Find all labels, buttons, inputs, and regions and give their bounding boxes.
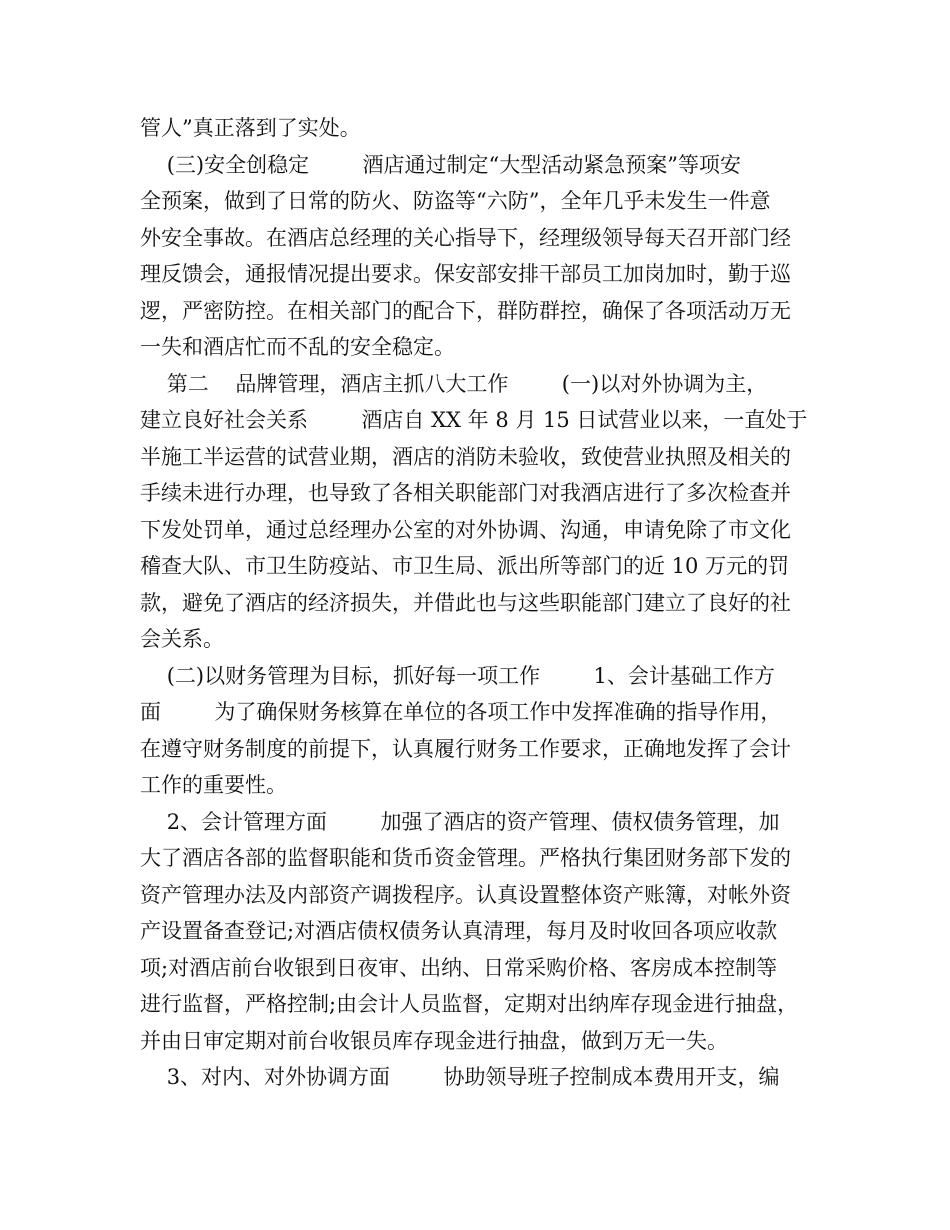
text-line: 2、会计管理方面 加强了酒店的资产管理、债权债务管理，加 [140,809,780,834]
text-line: 建立良好社会关系 酒店自 XX 年 8 月 15 日试营业以来，一直处于 [140,408,808,432]
text-line: 项;对酒店前台收银到日夜审、出纳、日常采购价格、客房成本控制等 [140,955,778,980]
text-line: 一失和酒店忙而不乱的安全稳定。 [140,335,455,359]
text-line: 理反馈会，通报情况提出要求。保安部安排干部员工加岗加时，勤于巡 [140,262,791,286]
text-line: 在遵守财务制度的前提下，认真履行财务工作要求，正确地发挥了会计 [140,736,791,761]
text-line: 第二 品牌管理，酒店主抓八大工作 (一)以对外协调为主， [140,371,768,396]
text-line: 外安全事故。在酒店总经理的关心指导下，经理级领导每天召开部门经 [140,225,791,250]
text-line: 逻，严密防控。在相关部门的配合下，群防群控，确保了各项活动万无 [140,298,791,323]
text-line: 下发处罚单，通过总经理办公室的对外协调、沟通，申请免除了市文化 [140,517,791,542]
text-line: 手续未进行办理，也导致了各相关职能部门对我酒店进行了多次检查并 [140,481,791,505]
text-line: 管人”真正落到了实处。 [140,116,361,140]
text-line: 全预案，做到了日常的防火、防盗等“六防”，全年几乎未发生一件意 [140,189,771,213]
text-line: 工作的重要性。 [140,773,287,797]
text-line: 半施工半运营的试营业期，酒店的消防未验收，致使营业执照及相关的 [140,444,791,469]
text-line: (二)以财务管理为目标，抓好每一项工作 1、会计基础工作方 [140,663,775,688]
text-line: (三)安全创稳定 酒店通过制定“大型活动紧急预案”等项安 [140,152,741,177]
document-body-text [140,110,820,1096]
text-line: 进行监督，严格控制;由会计人员监督，定期对出纳库存现金进行抽盘， [140,992,799,1016]
text-line: 大了酒店各部的监督职能和货币资金管理。严格执行集团财务部下发的 [140,846,791,870]
text-line: 款，避免了酒店的经济损失，并借此也与这些职能部门建立了良好的社 [140,590,791,615]
text-line: 资产管理办法及内部资产调拨程序。认真设置整体资产账簿，对帐外资 [140,882,791,907]
text-line: 面 为了确保财务核算在单位的各项工作中发挥准确的指导作用， [140,700,782,724]
text-line: 3、对内、对外协调方面 协助领导班子控制成本费用开支，编 [140,1065,780,1089]
text-line: 稽查大队、市卫生防疫站、市卫生局、派出所等部门的近 10 万元的罚 [140,554,790,578]
text-line: 并由日审定期对前台收银员库存现金进行抽盘，做到万无一失。 [140,1028,728,1053]
text-line: 产设置备查登记;对酒店债权债务认真清理，每月及时收回各项应收款 [140,919,778,943]
text-line: 会关系。 [140,627,224,651]
